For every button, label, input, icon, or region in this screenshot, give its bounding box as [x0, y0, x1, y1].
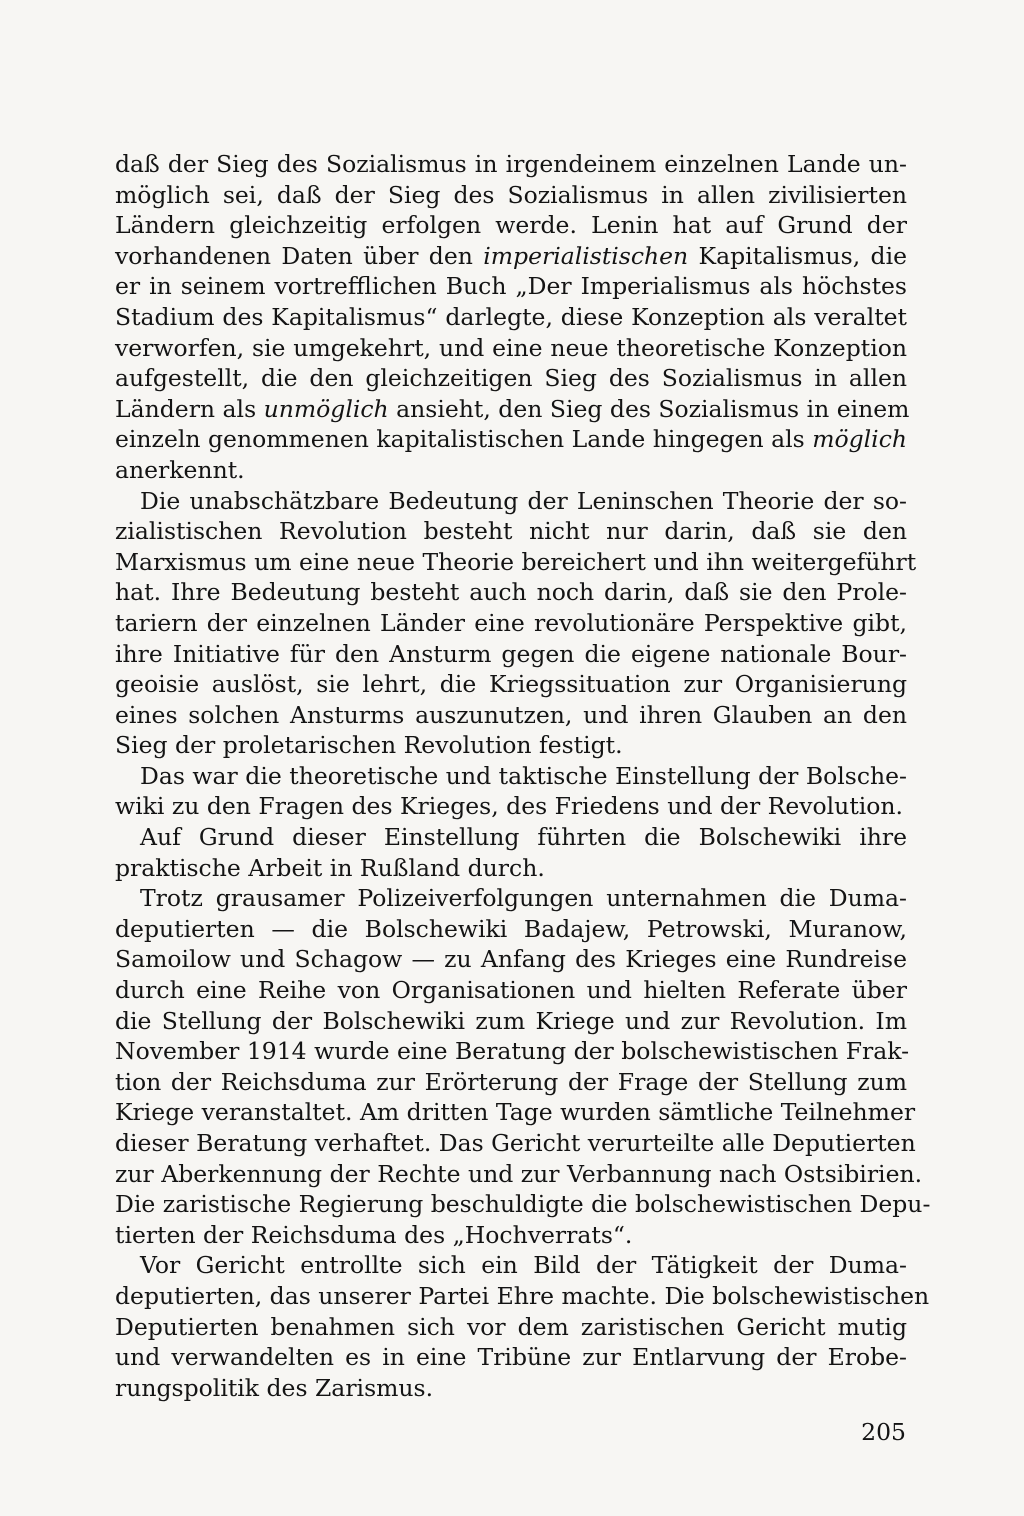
text-line	[115, 271, 907, 302]
text-line	[115, 149, 907, 180]
text-run: wiki zu den Fragen des Krieges, des Friedens und der Revolution.	[115, 792, 904, 821]
text-run: er in seinem vortrefflichen Buch „Der Imperialismus als höchstes	[115, 272, 907, 301]
text-line	[115, 822, 907, 853]
text-run: deputierten — die Bolschewiki Badajew, Petrowski, Muranow,	[115, 914, 907, 943]
text-line	[115, 1250, 907, 1281]
text-run: Ländern gleichzeitig erfolgen werde. Lenin hat auf Grund der	[115, 211, 907, 240]
text-line	[115, 669, 907, 700]
text-line	[115, 547, 917, 578]
text-run: eines solchen Ansturms auszunutzen, und ihren Glauben an den	[115, 700, 907, 729]
text-run: die Stellung der Bolschewiki zum Kriege und zur Revolution. Im	[115, 1006, 907, 1035]
text-line	[115, 1006, 907, 1037]
text-line	[115, 180, 907, 211]
paragraph	[115, 761, 907, 822]
text-line	[115, 639, 907, 670]
text-run: dieser Beratung verhaftet. Das Gericht verurteilte alle Deputierten	[115, 1129, 916, 1157]
body-text	[115, 149, 931, 1403]
text-line	[115, 1312, 907, 1343]
text-run: Die unabschätzbare Bedeutung der Leninschen Theorie der so-	[140, 486, 907, 515]
text-line	[115, 1097, 916, 1128]
text-run: November 1914 wurde eine Beratung der bolschewistischen Frak-	[115, 1037, 910, 1066]
text-line	[115, 1373, 907, 1404]
text-run: tierten der Reichsduma des „Hochverrats“.	[115, 1220, 633, 1249]
emphasized-text: unmöglich	[263, 394, 389, 423]
text-run: vorhandenen Daten über den	[115, 241, 484, 270]
emphasized-text: möglich	[812, 425, 907, 454]
text-run: tariern der einzelnen Länder eine revolutionäre Perspektive gibt,	[115, 608, 907, 637]
text-run: geoisie auslöst, sie lehrt, die Kriegssituation zur Organisierung	[115, 670, 907, 699]
text-run: Stadium des Kapitalismus“ darlegte, diese Konzeption als veraltet	[115, 302, 907, 331]
text-run: Auf Grund dieser Einstellung führten die Bolschewiki ihre	[140, 823, 907, 852]
text-line	[115, 1067, 907, 1098]
text-line	[115, 608, 907, 639]
text-line	[115, 1342, 907, 1373]
text-run: zur Aberkennung der Rechte und zur Verbannung nach Ostsibirien.	[115, 1159, 923, 1188]
paragraph	[115, 486, 917, 761]
text-run: hat. Ihre Bedeutung besteht auch noch darin, daß sie den Prole-	[115, 578, 907, 607]
text-run: möglich sei, daß der Sieg des Sozialismus in allen zivilisierten	[115, 180, 907, 209]
text-line	[115, 394, 910, 425]
text-line	[115, 1220, 907, 1251]
text-run: rungspolitik des Zarismus.	[115, 1373, 434, 1402]
text-line	[115, 486, 907, 517]
text-line	[115, 577, 907, 608]
paragraph	[115, 822, 907, 883]
text-line	[115, 730, 907, 761]
text-run: ansieht, den Sieg des Sozialismus in einem	[388, 394, 910, 423]
text-run: Samoilow und Schagow — zu Anfang des Krieges eine Rundreise	[115, 945, 907, 974]
text-run: und verwandelten es in eine Tribüne zur Entlarvung der Erobe-	[115, 1343, 907, 1372]
emphasized-text: imperialistischen	[483, 241, 689, 270]
text-run: durch eine Reihe von Organisationen und hielten Referate über	[115, 976, 907, 1005]
text-run: Deputierten benahmen sich vor dem zaristischen Gericht mutig	[115, 1312, 907, 1341]
text-line	[115, 761, 907, 792]
text-run: Ländern als	[115, 394, 264, 423]
text-line	[115, 455, 907, 486]
text-line	[115, 516, 907, 547]
text-line	[115, 210, 907, 241]
text-line	[115, 853, 907, 884]
text-run: Marxismus um eine neue Theorie bereichert und ihn weitergeführt	[115, 547, 917, 576]
text-line	[115, 302, 907, 333]
text-run: anerkennt.	[115, 455, 245, 484]
text-line	[115, 1281, 930, 1312]
text-line	[115, 944, 907, 975]
text-line	[115, 914, 907, 945]
text-run: daß der Sieg des Sozialismus in irgendeinem einzelnen Lande un-	[115, 150, 907, 178]
text-run: einzeln genommenen kapitalistischen Lande hingegen als	[115, 425, 813, 454]
text-line	[115, 1128, 916, 1159]
page-number: 205	[861, 1418, 906, 1446]
text-run: tion der Reichsduma zur Erörterung der Frage der Stellung zum	[115, 1067, 907, 1096]
paragraph	[115, 149, 910, 486]
text-run: deputierten, das unserer Partei Ehre machte. Die bolschewistischen	[115, 1281, 930, 1310]
text-run: verworfen, sie umgekehrt, und eine neue theoretische Konzeption	[115, 333, 907, 362]
text-run: ihre Initiative für den Ansturm gegen die eigene nationale Bour-	[115, 639, 907, 668]
text-run: Die zaristische Regierung beschuldigte die bolschewistischen Depu-	[115, 1190, 931, 1219]
text-run: Das war die theoretische und taktische Einstellung der Bolsche-	[140, 761, 907, 790]
text-run: aufgestellt, die den gleichzeitigen Sieg des Sozialismus in allen	[115, 364, 907, 393]
paragraph	[115, 883, 931, 1250]
text-run: Kapitalismus, die	[688, 241, 907, 270]
text-run: Trotz grausamer Polizeiverfolgungen unternahmen die Duma-	[140, 884, 907, 913]
text-line	[115, 333, 907, 364]
text-line	[115, 700, 907, 731]
text-line	[115, 791, 907, 822]
text-run: zialistischen Revolution besteht nicht nur darin, daß sie den	[115, 517, 907, 546]
text-run: Sieg der proletarischen Revolution festigt.	[115, 731, 623, 760]
text-run: Vor Gericht entrollte sich ein Bild der Tätigkeit der Duma-	[140, 1251, 907, 1280]
text-line	[115, 1189, 931, 1220]
paragraph	[115, 1250, 930, 1403]
text-line	[115, 1036, 910, 1067]
text-line	[115, 1159, 923, 1190]
text-line	[115, 424, 907, 455]
text-line	[115, 975, 907, 1006]
text-run: Kriege veranstaltet. Am dritten Tage wurden sämtliche Teilnehmer	[115, 1098, 916, 1127]
text-line	[115, 883, 907, 914]
text-run: praktische Arbeit in Rußland durch.	[115, 853, 545, 882]
text-line	[115, 241, 907, 272]
text-line	[115, 363, 907, 394]
